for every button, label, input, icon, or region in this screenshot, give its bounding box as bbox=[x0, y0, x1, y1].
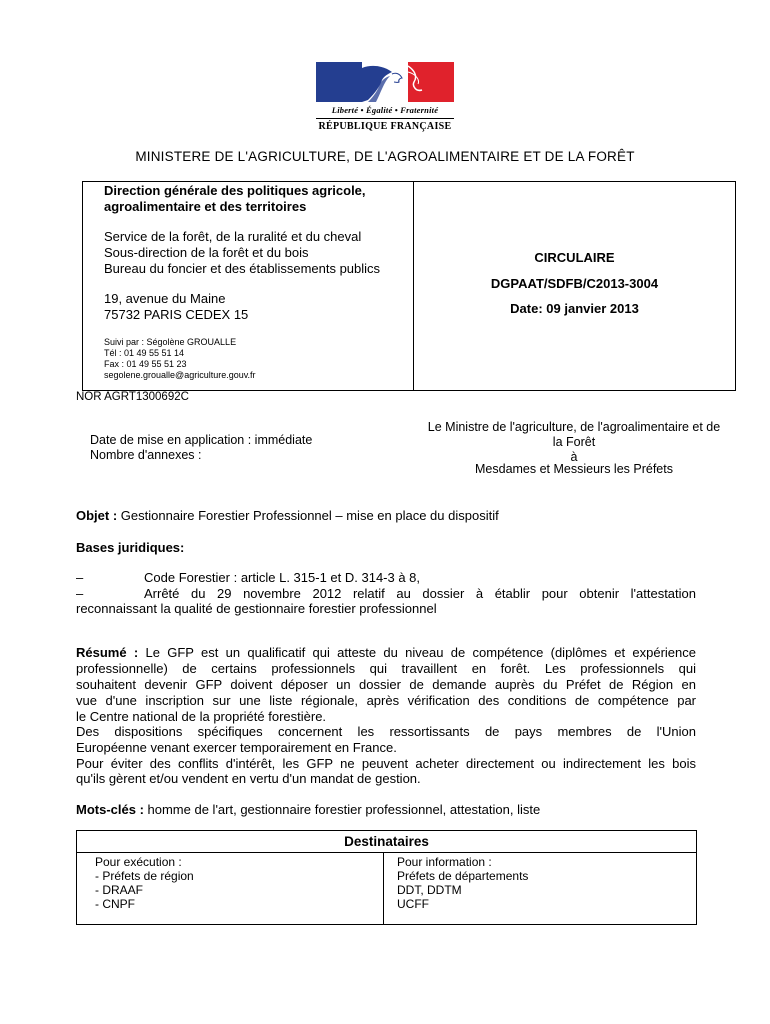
keywords-text: homme de l'art, gestionnaire forestier professionnel, attestation, liste bbox=[143, 802, 541, 817]
objet-label: Objet : bbox=[76, 508, 118, 523]
resume-line4: vue d'une inscription sur une liste régionale, après vérification des conditions de compétence par bbox=[76, 693, 696, 708]
bases-item2-dash: – bbox=[76, 586, 84, 601]
resume-line5: le Centre national de la propriété forestière. bbox=[76, 709, 327, 724]
contact-phone: Tél : 01 49 55 51 14 bbox=[104, 348, 185, 358]
information-item: DDT, DDTM bbox=[397, 883, 462, 897]
application-date: Date de mise en application : immédiate bbox=[90, 433, 313, 447]
logo-motto: Liberté • Égalité • Fraternité bbox=[331, 105, 439, 115]
circular-title: CIRCULAIRE bbox=[534, 250, 615, 265]
recipients-execution-column bbox=[95, 855, 194, 911]
resume-line3: souhaitent devenir GFP doivent déposer un dossier de demande auprès du Préfet de Région en bbox=[76, 677, 696, 692]
recipients-information-column bbox=[397, 855, 528, 911]
resume-label: Résumé : bbox=[76, 645, 139, 660]
contact-email: segolene.groualle@agriculture.gouv.fr bbox=[104, 370, 256, 380]
recipients-table bbox=[76, 830, 697, 925]
information-item: Préfets de départements bbox=[397, 869, 529, 883]
recipient-line4: Mesdames et Messieurs les Préfets bbox=[475, 462, 673, 476]
execution-item: - Préfets de région bbox=[95, 869, 194, 883]
tricolor-flag bbox=[316, 62, 454, 102]
address-line1: 19, avenue du Maine bbox=[104, 291, 226, 306]
circular-date: Date: 09 janvier 2013 bbox=[510, 301, 639, 316]
recipient-line3: à bbox=[570, 450, 578, 464]
logo-republic-name: RÉPUBLIQUE FRANÇAISE bbox=[318, 121, 452, 132]
direction-name-line1: Direction générale des politiques agricole, bbox=[104, 183, 366, 198]
flag-white-band bbox=[362, 62, 408, 102]
republique-francaise-logo bbox=[316, 62, 454, 132]
recipients-table-divider bbox=[383, 853, 384, 924]
recipient-line1: Le Ministre de l'agriculture, de l'agroalimentaire et de bbox=[427, 420, 721, 434]
bases-item2-continuation: reconnaissant la qualité de gestionnaire forestier professionnel bbox=[76, 601, 437, 616]
resume-line6: Des dispositions spécifiques concernent les ressortissants de pays membres de l'Union bbox=[76, 724, 696, 739]
bases-item2-text: Arrêté du 29 novembre 2012 relatif au dossier à établir pour obtenir l'attestation bbox=[144, 586, 696, 601]
recipients-table-title: Destinataires bbox=[77, 831, 696, 853]
contact-name: Suivi par : Ségolène GROUALLE bbox=[104, 337, 237, 347]
bases-item1-dash: – bbox=[76, 570, 84, 585]
recipient-line2: la Forêt bbox=[552, 435, 596, 449]
marianne-profile-icon bbox=[362, 62, 408, 102]
service-line1: Service de la forêt, de la ruralité et du cheval bbox=[104, 229, 362, 244]
service-line3: Bureau du foncier et des établissements publics bbox=[104, 261, 381, 276]
header-box bbox=[82, 181, 736, 391]
information-item: UCFF bbox=[397, 897, 429, 911]
keywords-label: Mots-clés : bbox=[76, 802, 144, 817]
ministry-title: MINISTERE DE L'AGRICULTURE, DE L'AGROALIMENTAIRE ET DE LA FORÊT bbox=[135, 149, 635, 164]
bases-item1-text: Code Forestier : article L. 315-1 et D. 314-3 à 8, bbox=[144, 570, 421, 585]
annex-count: Nombre d'annexes : bbox=[90, 448, 202, 462]
flag-blue-band bbox=[316, 62, 362, 102]
execution-header: Pour exécution : bbox=[95, 855, 182, 869]
address-line2: 75732 PARIS CEDEX 15 bbox=[104, 307, 249, 322]
resume-line2: professionnelle) de certains professionnels qui travaillent en forêt. Les professionnels qui bbox=[76, 661, 696, 676]
flag-red-band bbox=[408, 62, 454, 102]
direction-name-line2: agroalimentaire et des territoires bbox=[104, 199, 307, 214]
circular-reference: DGPAAT/SDFB/C2013-3004 bbox=[490, 276, 659, 291]
objet-text: Gestionnaire Forestier Professionnel – mise en place du dispositif bbox=[117, 508, 499, 523]
information-header: Pour information : bbox=[397, 855, 492, 869]
nor-reference: NOR AGRT1300692C bbox=[76, 391, 189, 403]
contact-fax: Fax : 01 49 55 51 23 bbox=[104, 359, 187, 369]
resume-text-l1: Le GFP est un qualificatif qui atteste du niveau de compétence (diplômes et expérience bbox=[138, 645, 696, 660]
keywords-paragraph bbox=[76, 802, 540, 818]
resume-line7: Européenne venant exercer temporairement en France. bbox=[76, 740, 397, 755]
service-line2: Sous-direction de la forêt et du bois bbox=[104, 245, 309, 260]
execution-item: - CNPF bbox=[95, 897, 135, 911]
resume-line1 bbox=[76, 645, 696, 661]
resume-line9: qu'ils gèrent et/ou vendent en vertu d'un mandat de gestion. bbox=[76, 771, 421, 786]
bases-title: Bases juridiques: bbox=[76, 540, 185, 555]
execution-item: - DRAAF bbox=[95, 883, 143, 897]
marianne-hair-icon bbox=[408, 62, 454, 102]
logo-divider bbox=[316, 118, 454, 119]
objet-paragraph bbox=[76, 508, 499, 524]
resume-line8: Pour éviter des conflits d'intérêt, les GFP ne peuvent acheter directement ou indirectement les bois bbox=[76, 756, 696, 771]
